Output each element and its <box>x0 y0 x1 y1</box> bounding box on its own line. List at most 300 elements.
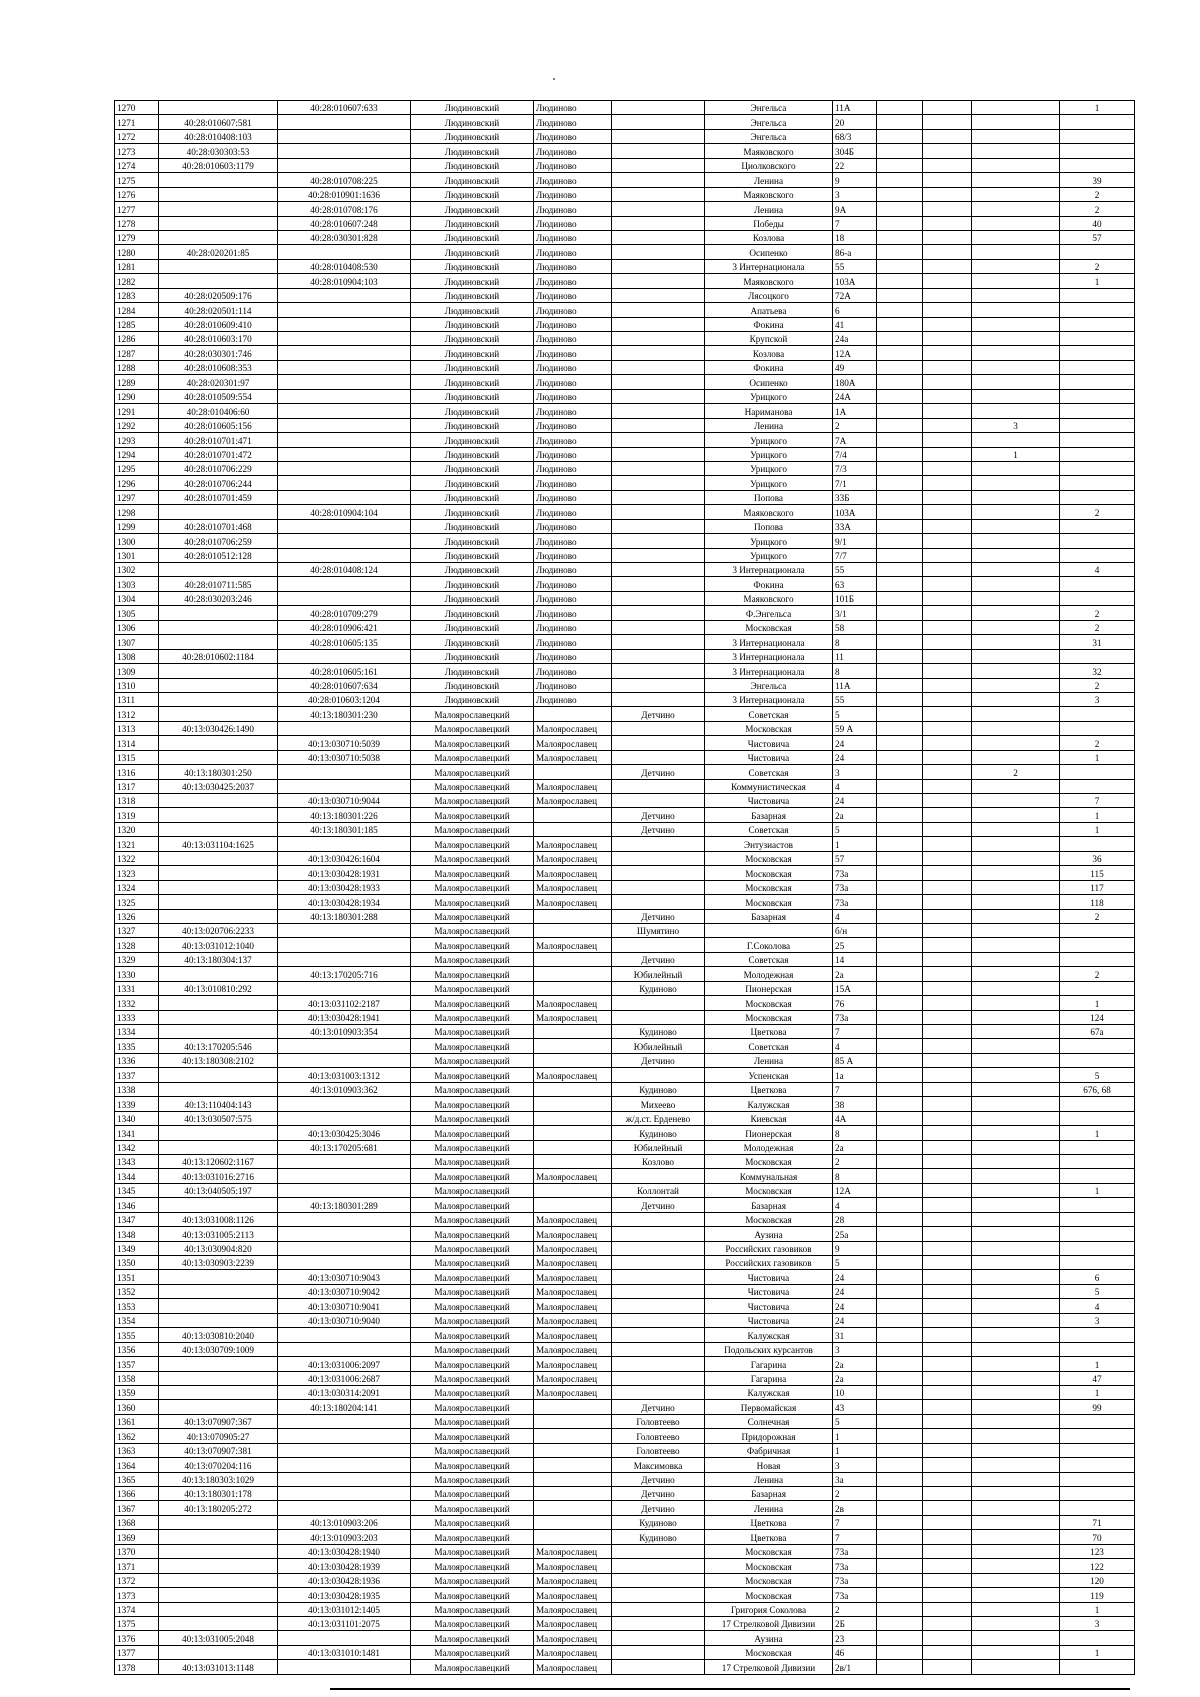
table-row <box>115 692 1135 706</box>
house-cell: 63 <box>833 577 877 591</box>
house-cell: 12А <box>833 1183 877 1197</box>
extra-cell-1 <box>877 534 923 548</box>
table-row <box>115 129 1135 143</box>
apartment-cell: 1 <box>1060 1357 1135 1371</box>
extra-cell-1 <box>877 591 923 605</box>
table-row <box>115 447 1135 461</box>
house-cell: 2 <box>833 1154 877 1168</box>
extra-cell-2 <box>923 1573 972 1587</box>
cadastral-number: 40:13:180301:250 <box>159 765 278 779</box>
cadastral-number-alt <box>278 115 411 129</box>
district-cell: Малоярославецкий <box>411 1400 534 1414</box>
street-cell: Урицкого <box>705 476 833 490</box>
house-cell: 9А <box>833 202 877 216</box>
cadastral-number: 40:13:070905:27 <box>159 1429 278 1443</box>
row-number: 1344 <box>115 1169 159 1183</box>
district-cell: Малоярославецкий <box>411 866 534 880</box>
apartment-cell <box>1060 360 1135 374</box>
extra-cell-1 <box>877 1501 923 1515</box>
village-cell <box>612 404 705 418</box>
row-number: 1299 <box>115 519 159 533</box>
extra-cell-1 <box>877 1385 923 1399</box>
row-number: 1332 <box>115 996 159 1010</box>
district-cell: Малоярославецкий <box>411 1559 534 1573</box>
row-number: 1336 <box>115 1053 159 1067</box>
village-cell <box>612 837 705 851</box>
village-cell <box>612 1241 705 1255</box>
district-cell: Малоярославецкий <box>411 1328 534 1342</box>
extra-cell-1 <box>877 1616 923 1630</box>
extra-cell-1 <box>877 1458 923 1472</box>
district-cell: Малоярославецкий <box>411 1588 534 1602</box>
town-cell: Малоярославец <box>534 996 612 1010</box>
extra-cell-3 <box>972 895 1060 909</box>
house-cell: 7/3 <box>833 461 877 475</box>
apartment-cell: 31 <box>1060 635 1135 649</box>
town-cell <box>534 952 612 966</box>
town-cell: Людиново <box>534 245 612 259</box>
extra-cell-3 <box>972 230 1060 244</box>
table-row <box>115 418 1135 432</box>
table-row <box>115 1068 1135 1082</box>
cadastral-number-alt: 40:13:030710:9043 <box>278 1270 411 1284</box>
street-cell: Новая <box>705 1458 833 1472</box>
cadastral-number: 40:13:031104:1625 <box>159 837 278 851</box>
extra-cell-2 <box>923 360 972 374</box>
extra-cell-3 <box>972 1616 1060 1630</box>
extra-cell-3 <box>972 129 1060 143</box>
extra-cell-1 <box>877 476 923 490</box>
extra-cell-1 <box>877 1025 923 1039</box>
town-cell: Малоярославец <box>534 1068 612 1082</box>
cadastral-number <box>159 1025 278 1039</box>
extra-cell-1 <box>877 794 923 808</box>
extra-cell-3 <box>972 736 1060 750</box>
apartment-cell <box>1060 1227 1135 1241</box>
house-cell: 73а <box>833 1559 877 1573</box>
extra-cell-2 <box>923 1126 972 1140</box>
apartment-cell <box>1060 952 1135 966</box>
house-cell: 58 <box>833 620 877 634</box>
row-number: 1364 <box>115 1458 159 1472</box>
row-number: 1376 <box>115 1631 159 1645</box>
street-cell: Осипенко <box>705 375 833 389</box>
house-cell: 85 А <box>833 1053 877 1067</box>
district-cell: Людиновский <box>411 187 534 201</box>
extra-cell-3 <box>972 1111 1060 1125</box>
extra-cell-1 <box>877 1068 923 1082</box>
table-row <box>115 375 1135 389</box>
row-number: 1335 <box>115 1039 159 1053</box>
district-cell: Малоярославецкий <box>411 981 534 995</box>
apartment-cell <box>1060 158 1135 172</box>
extra-cell-1 <box>877 736 923 750</box>
town-cell: Малоярославец <box>534 1342 612 1356</box>
street-cell: Фокина <box>705 577 833 591</box>
cadastral-number: 40:13:010810:292 <box>159 981 278 995</box>
cadastral-number: 40:28:010406:60 <box>159 404 278 418</box>
row-number: 1316 <box>115 765 159 779</box>
town-cell: Людиново <box>534 303 612 317</box>
town-cell: Малоярославец <box>534 1270 612 1284</box>
extra-cell-2 <box>923 202 972 216</box>
cadastral-number: 40:28:010605:156 <box>159 418 278 432</box>
village-cell: Головтеево <box>612 1429 705 1443</box>
table-row <box>115 1515 1135 1529</box>
cadastral-number: 40:28:010603:170 <box>159 332 278 346</box>
district-cell: Малоярославецкий <box>411 1169 534 1183</box>
apartment-cell <box>1060 1328 1135 1342</box>
extra-cell-1 <box>877 1559 923 1573</box>
apartment-cell <box>1060 404 1135 418</box>
house-cell: 11 <box>833 649 877 663</box>
house-cell: 73а <box>833 1573 877 1587</box>
table-row <box>115 230 1135 244</box>
cadastral-number-alt: 40:28:010603:1204 <box>278 692 411 706</box>
table-row <box>115 158 1135 172</box>
row-number: 1350 <box>115 1256 159 1270</box>
street-cell: Московская <box>705 1588 833 1602</box>
district-cell: Малоярославецкий <box>411 794 534 808</box>
house-cell: 73а <box>833 1010 877 1024</box>
apartment-cell <box>1060 591 1135 605</box>
village-cell <box>612 1068 705 1082</box>
extra-cell-2 <box>923 923 972 937</box>
cadastral-number-alt: 40:28:010605:161 <box>278 664 411 678</box>
district-cell: Людиновский <box>411 519 534 533</box>
house-cell: 3а <box>833 1472 877 1486</box>
extra-cell-1 <box>877 332 923 346</box>
apartment-cell <box>1060 418 1135 432</box>
street-cell: Циолковского <box>705 158 833 172</box>
apartment-cell: 3 <box>1060 1616 1135 1630</box>
street-cell: Коммунистическая <box>705 779 833 793</box>
extra-cell-2 <box>923 1414 972 1428</box>
district-cell: Людиновский <box>411 433 534 447</box>
row-number: 1351 <box>115 1270 159 1284</box>
town-cell: Малоярославец <box>534 1660 612 1674</box>
cadastral-number: 40:28:010602:1184 <box>159 649 278 663</box>
street-cell: Молодежная <box>705 1140 833 1154</box>
house-cell: 24 <box>833 1299 877 1313</box>
house-cell: 4 <box>833 1198 877 1212</box>
cadastral-number-alt: 40:13:030428:1934 <box>278 895 411 909</box>
extra-cell-2 <box>923 1631 972 1645</box>
extra-cell-1 <box>877 606 923 620</box>
cadastral-number <box>159 794 278 808</box>
table-row <box>115 389 1135 403</box>
extra-cell-1 <box>877 1429 923 1443</box>
town-cell: Людиново <box>534 259 612 273</box>
village-cell <box>612 346 705 360</box>
extra-cell-2 <box>923 1097 972 1111</box>
street-cell: Ленина <box>705 1501 833 1515</box>
village-cell <box>612 938 705 952</box>
extra-cell-3 <box>972 678 1060 692</box>
extra-cell-2 <box>923 1385 972 1399</box>
extra-cell-1 <box>877 1140 923 1154</box>
extra-cell-3 <box>972 1472 1060 1486</box>
district-cell: Людиновский <box>411 389 534 403</box>
table-row <box>115 664 1135 678</box>
town-cell: Малоярославец <box>534 938 612 952</box>
extra-cell-2 <box>923 230 972 244</box>
table-row <box>115 721 1135 735</box>
town-cell <box>534 765 612 779</box>
extra-cell-1 <box>877 505 923 519</box>
street-cell: Первомайская <box>705 1400 833 1414</box>
village-cell <box>612 259 705 273</box>
table-row <box>115 1544 1135 1558</box>
table-row <box>115 144 1135 158</box>
extra-cell-2 <box>923 577 972 591</box>
cadastral-number-alt <box>278 317 411 331</box>
district-cell: Малоярославецкий <box>411 1198 534 1212</box>
extra-cell-2 <box>923 952 972 966</box>
table-row <box>115 1602 1135 1616</box>
street-cell: Московская <box>705 1154 833 1168</box>
house-cell: 2а <box>833 1140 877 1154</box>
cadastral-number-alt: 40:13:180301:230 <box>278 707 411 721</box>
cadastral-number: 40:13:030709:1009 <box>159 1342 278 1356</box>
house-cell: 2 <box>833 418 877 432</box>
street-cell: Московская <box>705 1212 833 1226</box>
extra-cell-3 <box>972 1342 1060 1356</box>
table-row <box>115 1645 1135 1659</box>
house-cell: 14 <box>833 952 877 966</box>
house-cell: 1 <box>833 837 877 851</box>
extra-cell-2 <box>923 1082 972 1096</box>
cadastral-number-alt <box>278 433 411 447</box>
village-cell <box>612 664 705 678</box>
extra-cell-2 <box>923 649 972 663</box>
cadastral-number-alt: 40:13:030710:5038 <box>278 750 411 764</box>
district-cell: Людиновский <box>411 606 534 620</box>
street-cell: Солнечная <box>705 1414 833 1428</box>
table-row <box>115 1357 1135 1371</box>
extra-cell-1 <box>877 1212 923 1226</box>
apartment-cell <box>1060 779 1135 793</box>
table-row <box>115 952 1135 966</box>
row-number: 1325 <box>115 895 159 909</box>
extra-cell-3 <box>972 1573 1060 1587</box>
apartment-cell: 2 <box>1060 259 1135 273</box>
extra-cell-3 <box>972 216 1060 230</box>
street-cell: Крупской <box>705 332 833 346</box>
town-cell: Людиново <box>534 664 612 678</box>
town-cell <box>534 1472 612 1486</box>
extra-cell-3 <box>972 1183 1060 1197</box>
district-cell: Малоярославецкий <box>411 851 534 865</box>
town-cell: Малоярославец <box>534 1256 612 1270</box>
apartment-cell: 3 <box>1060 692 1135 706</box>
extra-cell-2 <box>923 736 972 750</box>
extra-cell-1 <box>877 1357 923 1371</box>
apartment-cell <box>1060 707 1135 721</box>
registry-table <box>114 100 1135 1675</box>
town-cell: Малоярославец <box>534 1328 612 1342</box>
street-cell: Урицкого <box>705 534 833 548</box>
table-row <box>115 1342 1135 1356</box>
village-cell <box>612 375 705 389</box>
street-cell: Козлова <box>705 230 833 244</box>
cadastral-number-alt: 40:28:010904:103 <box>278 274 411 288</box>
extra-cell-1 <box>877 519 923 533</box>
extra-cell-3 <box>972 1487 1060 1501</box>
extra-cell-2 <box>923 1544 972 1558</box>
district-cell: Малоярославецкий <box>411 721 534 735</box>
extra-cell-3 <box>972 1227 1060 1241</box>
extra-cell-3 <box>972 1039 1060 1053</box>
district-cell: Малоярославецкий <box>411 895 534 909</box>
town-cell: Людиново <box>534 332 612 346</box>
apartment-cell <box>1060 1154 1135 1168</box>
cadastral-number-alt <box>278 1631 411 1645</box>
extra-cell-3 <box>972 115 1060 129</box>
extra-cell-2 <box>923 274 972 288</box>
district-cell: Малоярославецкий <box>411 1140 534 1154</box>
apartment-cell: 4 <box>1060 1299 1135 1313</box>
house-cell: 4 <box>833 1039 877 1053</box>
apartment-cell: 4 <box>1060 563 1135 577</box>
table-row <box>115 490 1135 504</box>
table-row <box>115 1241 1135 1255</box>
row-number: 1270 <box>115 101 159 115</box>
town-cell <box>534 808 612 822</box>
extra-cell-3 <box>972 259 1060 273</box>
extra-cell-2 <box>923 1328 972 1342</box>
cadastral-number-alt <box>278 360 411 374</box>
extra-cell-3 <box>972 1385 1060 1399</box>
town-cell: Малоярославец <box>534 880 612 894</box>
cadastral-number <box>159 1544 278 1558</box>
house-cell: 10 <box>833 1385 877 1399</box>
cadastral-number <box>159 187 278 201</box>
extra-cell-3 <box>972 620 1060 634</box>
house-cell: 3/1 <box>833 606 877 620</box>
apartment-cell: 119 <box>1060 1588 1135 1602</box>
street-cell: 3 Интернационала <box>705 649 833 663</box>
cadastral-number-alt: 40:13:030428:1941 <box>278 1010 411 1024</box>
cadastral-number-alt: 40:28:010408:530 <box>278 259 411 273</box>
village-cell <box>612 245 705 259</box>
village-cell <box>612 389 705 403</box>
row-number: 1317 <box>115 779 159 793</box>
cadastral-number <box>159 1616 278 1630</box>
row-number: 1330 <box>115 967 159 981</box>
street-cell: Пионерская <box>705 981 833 995</box>
village-cell <box>612 548 705 562</box>
row-number: 1309 <box>115 664 159 678</box>
extra-cell-1 <box>877 389 923 403</box>
table-row <box>115 808 1135 822</box>
extra-cell-1 <box>877 1515 923 1529</box>
district-cell: Людиновский <box>411 202 534 216</box>
village-cell: Шумятино <box>612 923 705 937</box>
cadastral-number-alt <box>278 332 411 346</box>
cadastral-number-alt <box>278 1487 411 1501</box>
street-cell: Базарная <box>705 808 833 822</box>
table-row <box>115 649 1135 663</box>
house-cell: 22 <box>833 158 877 172</box>
extra-cell-3 <box>972 476 1060 490</box>
row-number: 1285 <box>115 317 159 331</box>
apartment-cell: 2 <box>1060 678 1135 692</box>
extra-cell-1 <box>877 274 923 288</box>
extra-cell-2 <box>923 664 972 678</box>
cadastral-number <box>159 1082 278 1096</box>
cadastral-number-alt <box>278 461 411 475</box>
street-cell: Энгельса <box>705 678 833 692</box>
village-cell <box>612 534 705 548</box>
street-cell: Московская <box>705 620 833 634</box>
house-cell: 7 <box>833 1530 877 1544</box>
extra-cell-2 <box>923 404 972 418</box>
apartment-cell: 39 <box>1060 173 1135 187</box>
apartment-cell: 2 <box>1060 202 1135 216</box>
town-cell: Людиново <box>534 288 612 302</box>
cadastral-number: 40:28:010701:471 <box>159 433 278 447</box>
district-cell: Малоярославецкий <box>411 1241 534 1255</box>
extra-cell-2 <box>923 317 972 331</box>
row-number: 1283 <box>115 288 159 302</box>
extra-cell-3 <box>972 1212 1060 1226</box>
town-cell: Малоярославец <box>534 779 612 793</box>
row-number: 1313 <box>115 721 159 735</box>
house-cell: 73а <box>833 866 877 880</box>
cadastral-number-alt <box>278 490 411 504</box>
cadastral-number-alt <box>278 519 411 533</box>
row-number: 1288 <box>115 360 159 374</box>
apartment-cell <box>1060 1140 1135 1154</box>
house-cell: 33А <box>833 519 877 533</box>
village-cell <box>612 1342 705 1356</box>
street-cell: Московская <box>705 1544 833 1558</box>
cadastral-number-alt <box>278 447 411 461</box>
house-cell: 2 <box>833 1602 877 1616</box>
extra-cell-2 <box>923 635 972 649</box>
village-cell <box>612 202 705 216</box>
village-cell: Юбилейный <box>612 1039 705 1053</box>
extra-cell-1 <box>877 692 923 706</box>
extra-cell-2 <box>923 1256 972 1270</box>
house-cell: 3 <box>833 1458 877 1472</box>
extra-cell-1 <box>877 144 923 158</box>
extra-cell-3: 2 <box>972 765 1060 779</box>
street-cell: Урицкого <box>705 447 833 461</box>
village-cell <box>612 721 705 735</box>
extra-cell-3 <box>972 404 1060 418</box>
extra-cell-3 <box>972 1313 1060 1327</box>
village-cell <box>612 606 705 620</box>
extra-cell-1 <box>877 216 923 230</box>
extra-cell-1 <box>877 967 923 981</box>
village-cell <box>612 1559 705 1573</box>
extra-cell-2 <box>923 1198 972 1212</box>
apartment-cell <box>1060 1111 1135 1125</box>
extra-cell-2 <box>923 1313 972 1327</box>
district-cell: Людиновский <box>411 534 534 548</box>
town-cell <box>534 1126 612 1140</box>
town-cell: Людиново <box>534 216 612 230</box>
extra-cell-3 <box>972 1270 1060 1284</box>
village-cell <box>612 187 705 201</box>
cadastral-number: 40:13:180304:137 <box>159 952 278 966</box>
table-row <box>115 1400 1135 1414</box>
extra-cell-3 <box>972 750 1060 764</box>
table-row <box>115 996 1135 1010</box>
cadastral-number <box>159 101 278 115</box>
